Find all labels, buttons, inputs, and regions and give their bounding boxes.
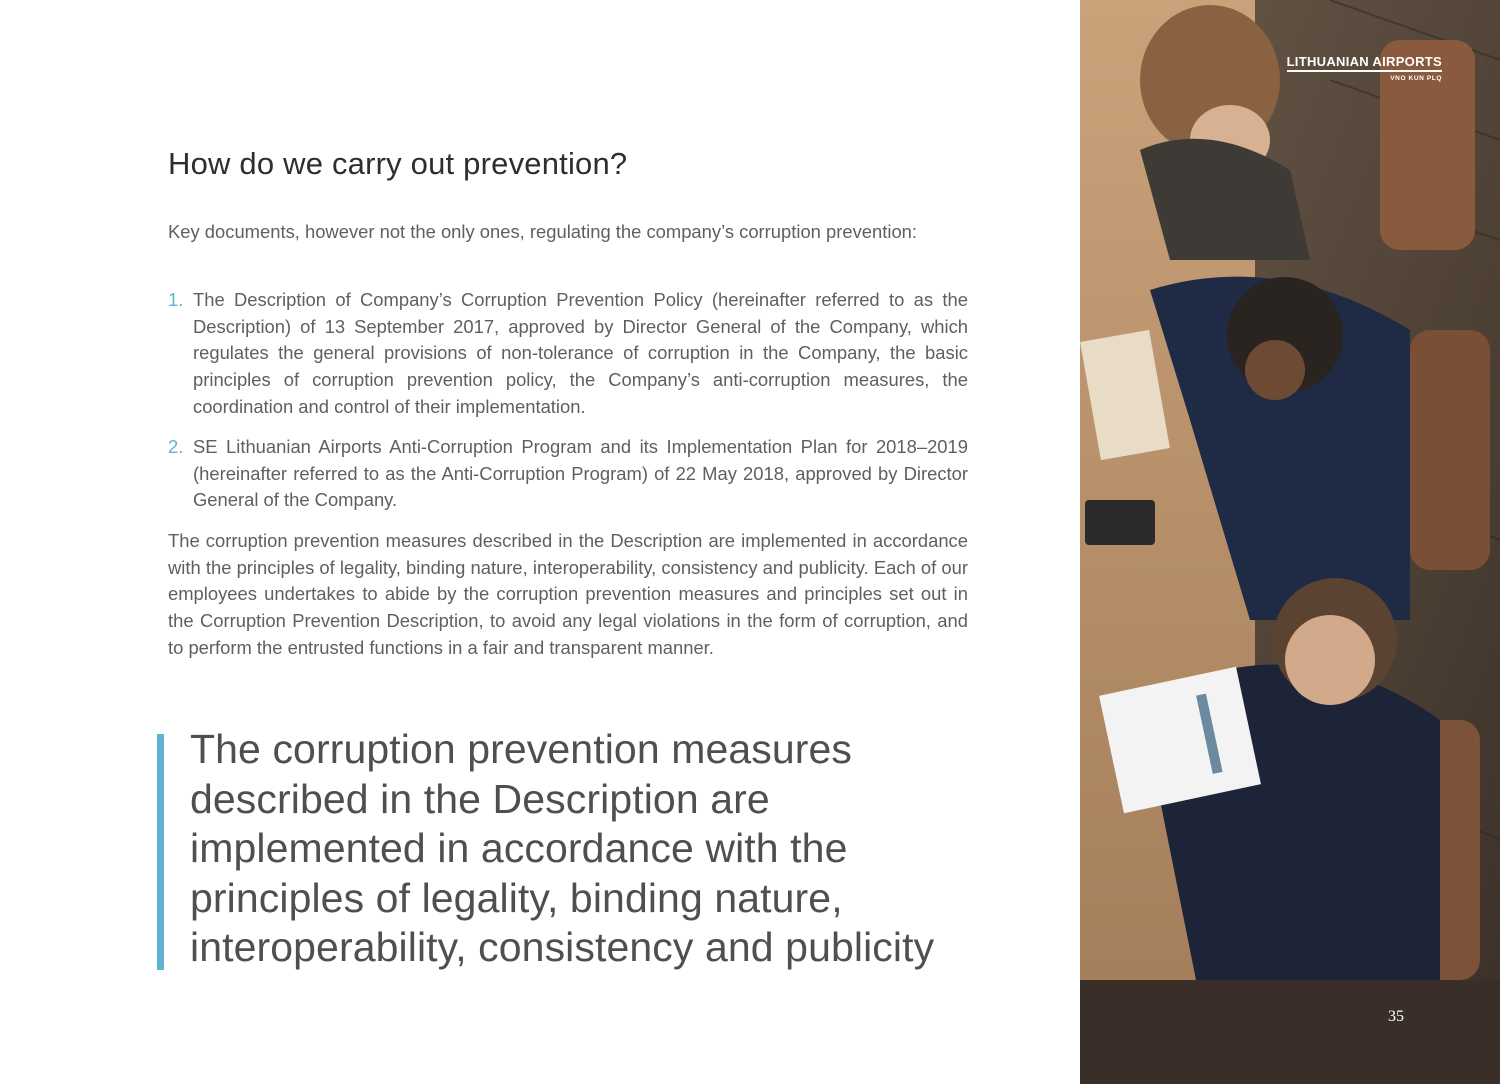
logo-subtitle: VNO KUN PLQ: [1390, 75, 1442, 82]
body-paragraph: The corruption prevention measures described in the Description are implemented in accordance with the principles of legality, binding nature, interoperability, consistency and publicity. Each of our employees undertakes to abide by the corruption prevention measures and principles set out in the Corruption Prevention Description, to avoid any legal violations in the form of corruption, and to perform the entrusted functions in a fair and transparent manner.: [168, 530, 968, 658]
list-item: [168, 287, 968, 421]
pull-quote: The corruption prevention measures described in the Description are implemented in accordance with the principles of legality, binding nature, interoperability, consistency and publicity: [190, 726, 935, 970]
logo-title: LITHUANIAN AIRPORTS: [1287, 54, 1442, 72]
quote-accent-bar: [157, 734, 164, 970]
list-number: 1.: [168, 289, 184, 310]
list-item-text: The Description of Company’s Corruption Prevention Policy (hereinafter referred to as the Description) of 13 September 2017, approved by Director General of the Company, which regulates the general provisions of non-tolerance of corruption in the Company, the basic principles of corruption prevention policy, the Company’s anti-corruption measures, the coordination and control of their implementation.: [193, 289, 968, 417]
list-item: [168, 434, 968, 514]
meeting-photo-illustration: [1080, 0, 1500, 1084]
list-number: 2.: [168, 436, 184, 457]
page-number: 35: [1388, 1008, 1404, 1025]
list-item-text: SE Lithuanian Airports Anti-Corruption Program and its Implementation Plan for 2018–2019 (hereinafter referred to as the Anti-Corruption Program) of 22 May 2018, approved by Director General of the Company.: [193, 436, 968, 511]
meeting-photo: [1080, 0, 1500, 1084]
page-heading: How do we carry out prevention?: [168, 146, 628, 181]
company-logo: [1287, 54, 1442, 82]
intro-paragraph: Key documents, however not the only ones, regulating the company’s corruption prevention:: [168, 221, 918, 242]
